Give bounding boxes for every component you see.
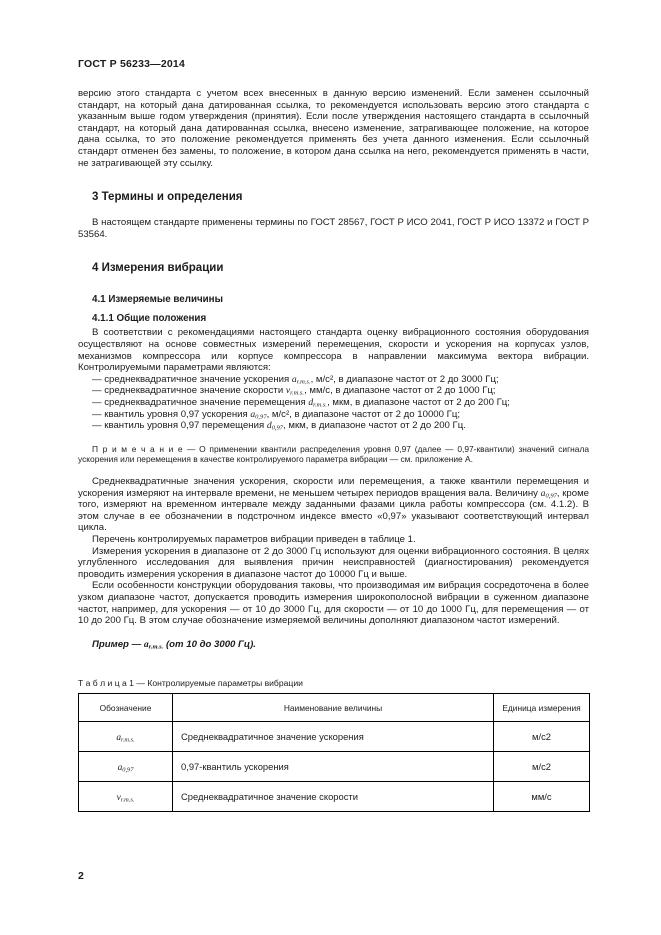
section-4-heading: 4 Измерения вибрации <box>92 262 224 275</box>
paragraph-frequency-range: Измерения ускорения в диапазоне от 2 до 3000 Гц используют для оценки вибрационного состояния. В целях углубленного исследования для выявления причин неисправностей (диагностирования) рекомендуется проводить измерения ускорения в диапазоне частот до 10000 Гц и выше. <box>78 545 589 580</box>
math-symbol <box>267 420 283 431</box>
symbol-letter: v <box>116 792 121 803</box>
symbol-subscript: r.m.s. <box>290 389 305 397</box>
example-text: (от 10 до 3000 Гц). <box>163 638 256 650</box>
cell-quantity-name: Среднеквадратичное значение скорости <box>173 782 494 812</box>
note <box>78 444 589 464</box>
math-symbol <box>116 733 134 743</box>
column-header-designation: Обозначение <box>79 694 173 722</box>
cell-quantity-name: Среднеквадратичное значение ускорения <box>173 722 494 752</box>
table-row <box>79 722 590 752</box>
subsection-4-1-heading: 4.1 Измеряемые величины <box>92 294 223 306</box>
symbol-letter: d <box>266 420 272 432</box>
symbol-letter: v <box>285 385 291 397</box>
note-label: П р и м е ч а н и е <box>92 443 183 454</box>
list-item-text: — среднеквадратичное значение скорости <box>92 385 286 397</box>
symbol-letter: a <box>250 408 256 420</box>
list-item-text: — квантиль уровня 0,97 перемещения <box>92 420 267 432</box>
column-header-quantity-name: Наименование величины <box>173 694 494 722</box>
symbol-letter: a <box>291 373 297 385</box>
example-label: Пример — <box>92 638 144 650</box>
cell-designation <box>79 722 173 752</box>
symbol-subscript: 0,97 <box>122 766 134 774</box>
list-item-text: — среднеквадратичное значение ускорения <box>92 373 292 385</box>
table-row <box>79 752 590 782</box>
symbol-letter: a <box>540 487 546 499</box>
list-item-text: — среднеквадратичное значение перемещения <box>92 396 309 408</box>
list-item-acceleration-quantile <box>78 409 589 421</box>
math-symbol <box>541 488 557 499</box>
list-item-text: , мкм, в диапазоне частот от 2 до 200 Гц. <box>283 420 466 432</box>
page-number: 2 <box>78 870 84 882</box>
symbol-letter: a <box>143 638 149 650</box>
cell-designation <box>79 752 173 782</box>
paragraph-text: Среднеквадратичные значения ускорения, скорости или перемещения, а также квантили перемещения и ускорения измеряют на интервале времени, не меньшем четырех периодов вращения вала. Величину <box>78 476 589 499</box>
math-symbol <box>308 397 327 408</box>
table-caption: Т а б л и ц а 1 — Контролируемые параметры вибрации <box>78 678 303 689</box>
math-symbol <box>286 385 304 396</box>
symbol-letter: a <box>117 762 123 773</box>
math-symbol <box>144 639 163 650</box>
symbol-subscript: r.m.s. <box>313 401 328 409</box>
paragraph-narrow-band: Если особенности конструкции оборудования таковы, что производимая им вибрация сосредоточена в более узком диапазоне частот, допускается проводить измерения широкополосной вибрации в суженном диапазоне частот, например, для ускорения — от 10 до 3000 Гц, для скорости — от 10 до 1000 Гц, для перемещения — от 10 до 200 Гц. В этом случае обозначение измеряемой величины дополняют диапазоном частот измерений. <box>78 580 589 627</box>
note-text: — О применении квантили распределения уровня 0,97 (далее — 0,97-квантили) значений сигнала ускорения или перемещения в качестве контролируемого параметра вибрации — см. приложение А. <box>78 443 589 464</box>
cell-unit: мм/с <box>494 782 590 812</box>
subsection-4-1-1-heading: 4.1.1 Общие положения <box>92 313 207 325</box>
symbol-letter: d <box>308 396 314 408</box>
symbol-subscript: 0,97 <box>255 413 267 421</box>
math-symbol <box>250 409 266 420</box>
running-header: ГОСТ Р 56233—2014 <box>78 58 186 70</box>
controlled-parameters-list <box>78 374 589 432</box>
symbol-subscript: r.m.s. <box>148 643 164 651</box>
cell-quantity-name: 0,97-квантиль ускорения <box>173 752 494 782</box>
list-item-text: , мкм, в диапазоне частот от 2 до 200 Гц; <box>327 396 510 408</box>
list-item-displacement-rms <box>78 397 589 409</box>
list-item-displacement-quantile <box>78 420 589 432</box>
parameters-table <box>78 693 590 812</box>
list-item-text: , мм/с, в диапазоне частот от 2 до 1000 Гц; <box>304 385 496 397</box>
symbol-subscript: 0,97 <box>545 492 557 500</box>
cell-unit: м/с2 <box>494 722 590 752</box>
example <box>78 639 589 651</box>
list-item-text: — квантиль уровня 0,97 ускорения <box>92 408 251 420</box>
list-item-acceleration-rms <box>78 374 589 386</box>
table-header-row <box>79 694 590 722</box>
symbol-subscript: r.m.s. <box>120 796 135 804</box>
math-symbol <box>118 763 134 773</box>
paragraph-text: , кроме того, измеряют на временном интервале между заданными фазами цикла работы компрессора (см. 4.1.2). В этом случае в ее обозначении в подстрочном индексе вместо «0,97» указывают соответствующий интервал цикла. <box>78 487 589 534</box>
paragraph-general-provisions: В соответствии с рекомендациями настоящего стандарта оценку вибрационного состояния оборудования осуществляют на основе совместных измерений перемещения, скорости и ускорения на корпусах узлов, механизмов компрессора или корпусе компрессора в направлении максимума вектора вибрации. Контролируемыми параметрами являются: <box>78 327 589 374</box>
symbol-subscript: r.m.s. <box>121 736 135 744</box>
symbol-subscript: r.m.s. <box>296 378 311 386</box>
list-item-velocity-rms <box>78 385 589 397</box>
math-symbol <box>117 793 135 803</box>
cell-unit: м/с2 <box>494 752 590 782</box>
symbol-subscript: 0,97 <box>271 424 284 432</box>
list-item-text: , м/с², в диапазоне частот от 2 до 10000 Гц; <box>266 408 460 420</box>
paragraph-terms: В настоящем стандарте применены термины по ГОСТ 28567, ГОСТ Р ИСО 2041, ГОСТ Р ИСО 13372 и ГОСТ Р 53564. <box>78 217 589 240</box>
math-symbol <box>292 374 311 385</box>
cell-designation <box>79 782 173 812</box>
table-row <box>79 782 590 812</box>
symbol-letter: a <box>116 732 122 743</box>
column-header-unit: Единица измерения <box>494 694 590 722</box>
paragraph-references-continuation: версию этого стандарта с учетом всех внесенных в данную версию изменений. Если заменен ссылочный стандарт, на который дана датированная ссылка, то рекомендуется использовать версию этого стандарта с указанным выше годом утверждения (принятия). Если после утверждения настоящего стандарта в ссылочный стандарт, на который дана датированная ссылка, внесено изменение, затрагивающее положение, на которое дана ссылка, то это положение рекомендуется применять без учета данного изменения. Если ссылочный стандарт отменен без замены, то положение, в котором дана ссылка на него, рекомендуется применять в части, не затрагивающей эту ссылку. <box>78 88 589 169</box>
section-3-heading: 3 Термины и определения <box>92 191 243 204</box>
list-item-text: , м/с², в диапазоне частот от 2 до 3000 Гц; <box>310 373 499 385</box>
paragraph-table-reference: Перечень контролируемых параметров вибрации приведен в таблице 1. <box>92 534 416 546</box>
paragraph-measurement-interval <box>78 476 589 534</box>
